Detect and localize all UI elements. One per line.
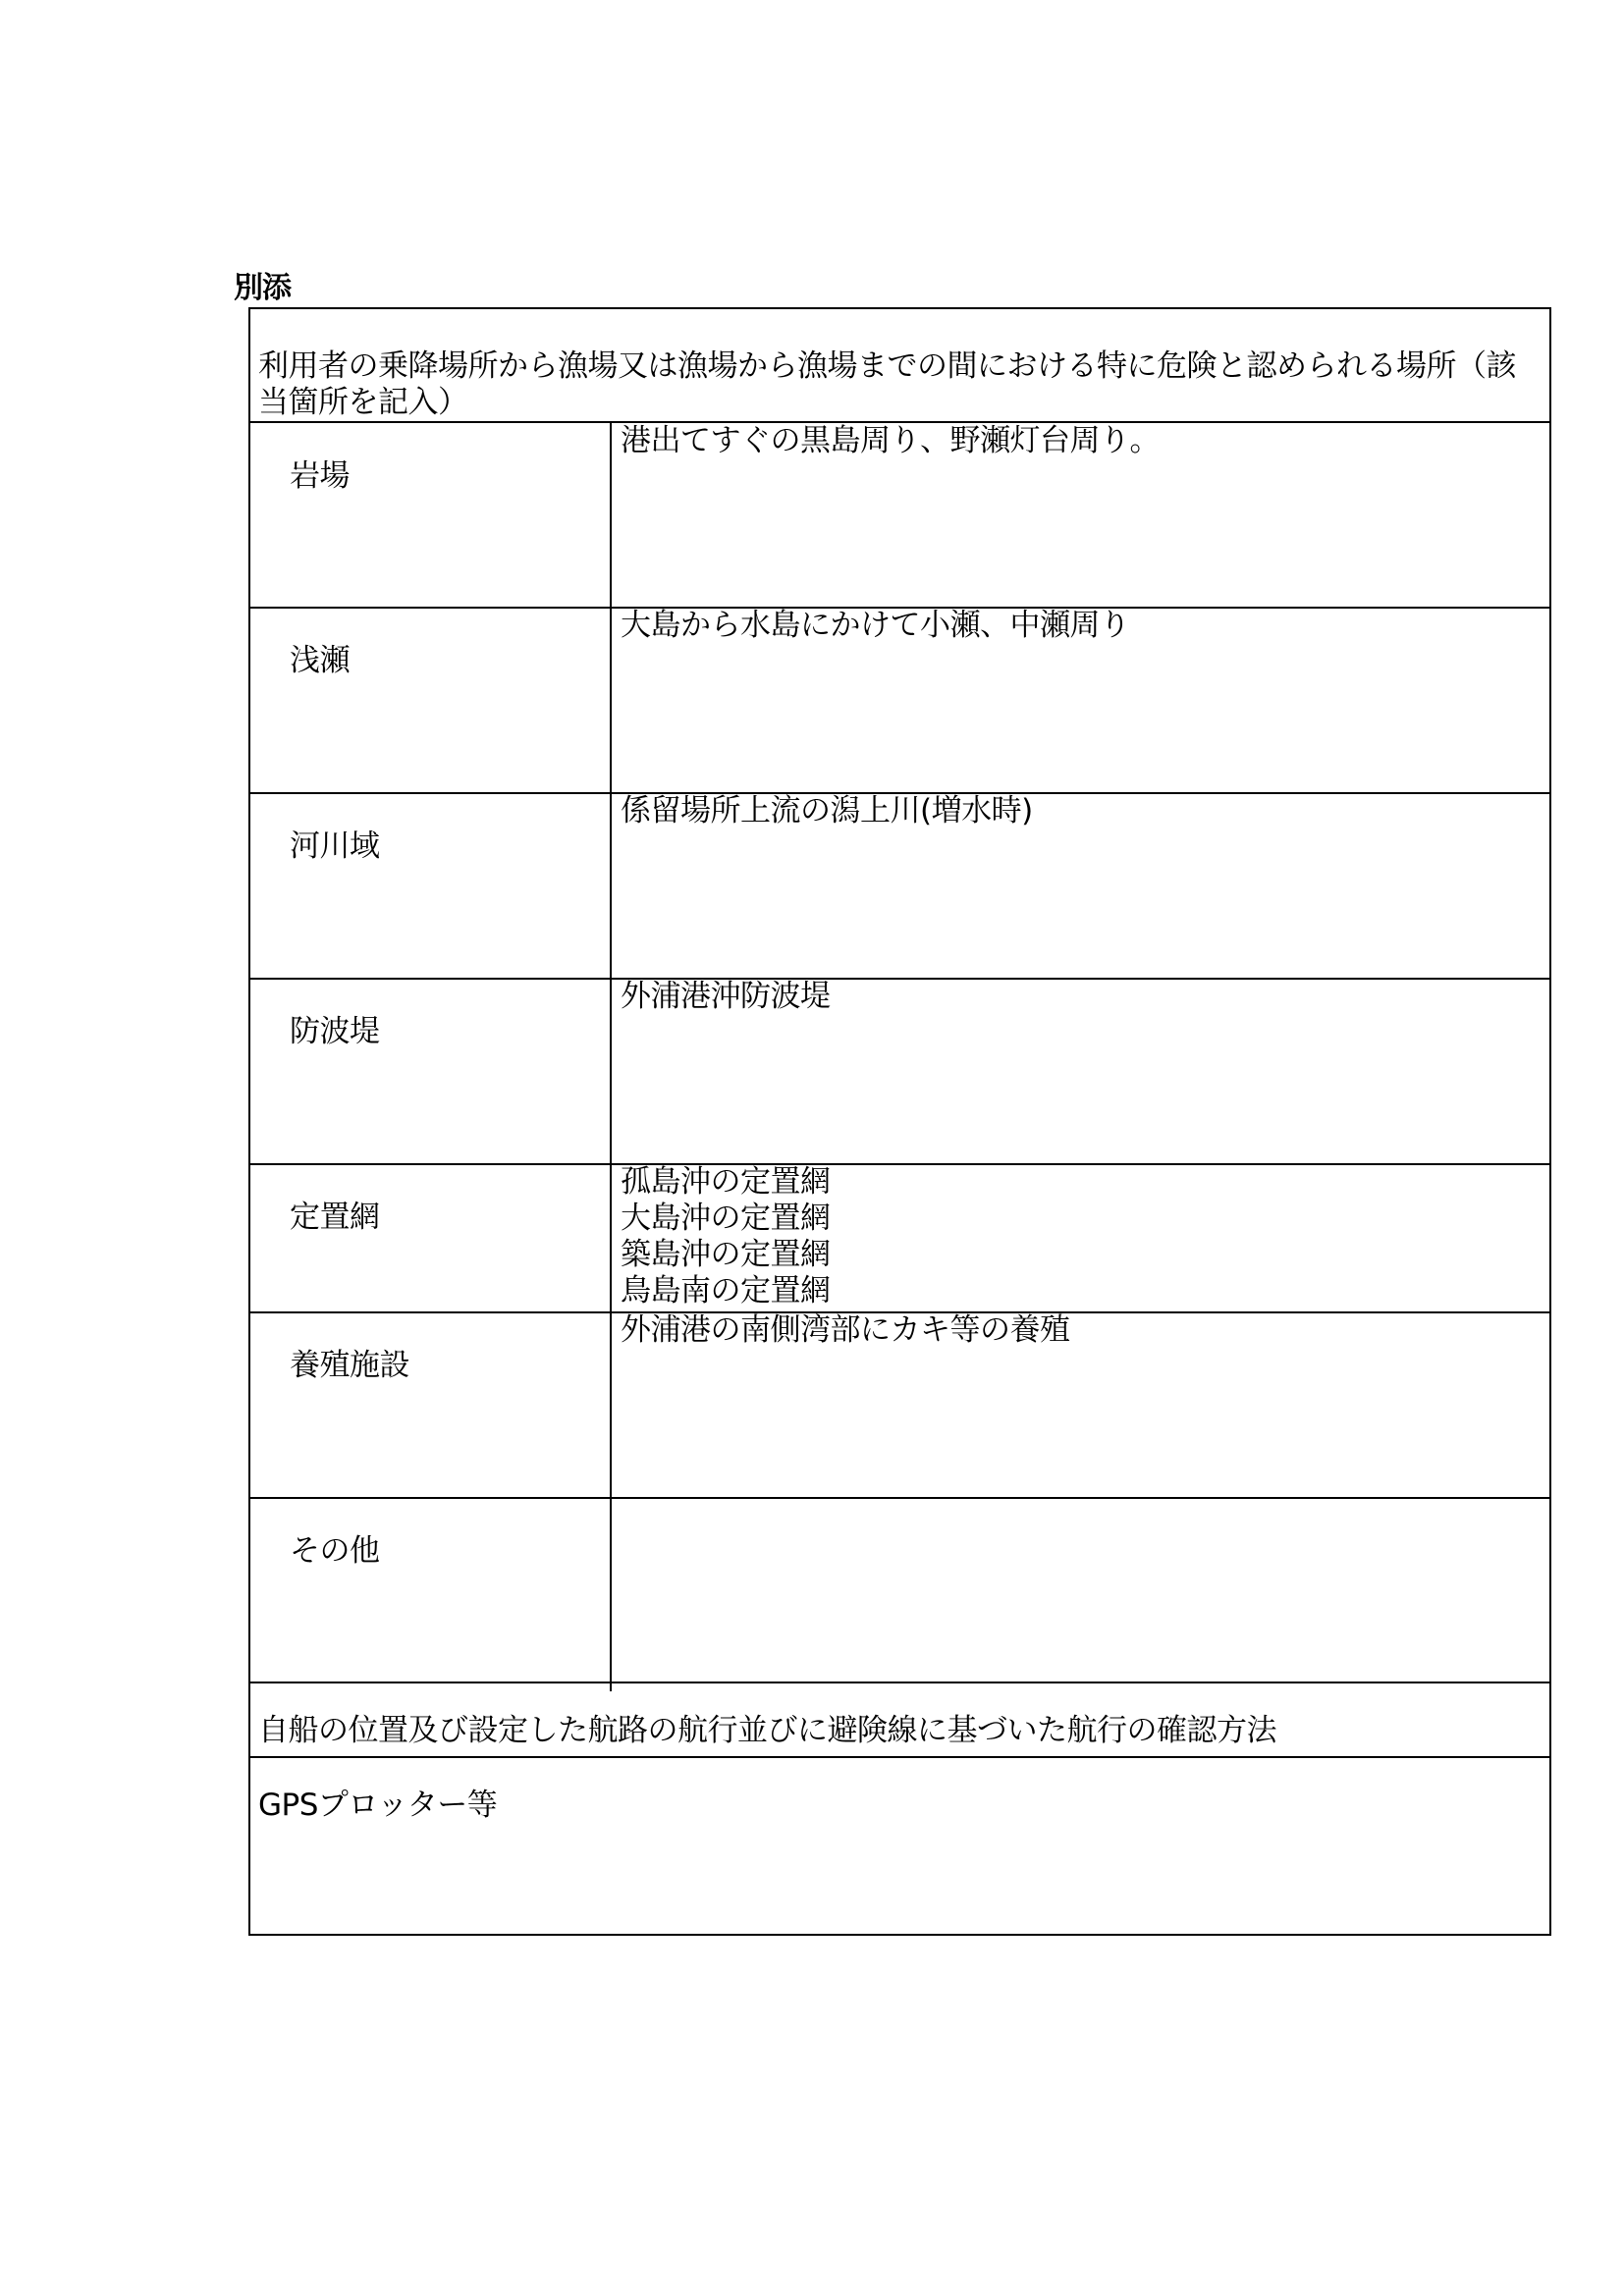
section2-question: 自船の位置及び設定した航路の航行並びに避険線に基づいた航行の確認方法 [258,1713,1276,1748]
hazard-detail-line: 大島から水島にかけて小瀬、中瀬周り [621,608,1130,643]
hazard-category-label: 岩場 [290,458,350,494]
hazard-category-label: その他 [290,1533,380,1569]
hazard-detail [621,1312,1070,1349]
section2-answer: GPSプロッター等 [258,1788,498,1823]
hazard-detail-line: 係留場所上流の潟上川(増水時) [621,793,1033,828]
hazard-form-table [248,307,1551,1936]
hazard-detail-line: 港出てすぐの黒島周り、野瀬灯台周り。 [621,423,1160,458]
hazard-detail [621,608,1130,644]
hazard-category-label: 河川域 [290,828,380,864]
hazard-detail-line: 大島沖の定置網 [621,1201,831,1236]
row-divider [250,978,1549,980]
hazard-detail-line: 築島沖の定置網 [621,1237,831,1272]
hazard-detail-line: 孤島沖の定置網 [621,1164,831,1200]
row-divider [250,1756,1549,1758]
hazard-detail [621,793,1033,829]
hazard-detail-line: 外浦港沖防波堤 [621,979,831,1014]
row-divider [250,1497,1549,1499]
row-divider [250,1163,1549,1165]
hazard-detail [621,1164,831,1309]
hazard-detail-line: 外浦港の南側湾部にカキ等の養殖 [621,1312,1070,1348]
hazard-detail [621,979,831,1015]
hazard-detail-line: 鳥島南の定置網 [621,1273,831,1308]
hazard-category-label: 防波堤 [290,1014,380,1049]
hazard-category-label: 定置網 [290,1200,380,1235]
row-divider [250,1682,1549,1683]
hazard-category-label: 浅瀬 [290,643,350,678]
hazard-category-label: 養殖施設 [290,1348,409,1383]
hazard-detail [621,423,1160,459]
attachment-label: 別添 [234,271,291,305]
column-divider [610,421,612,1691]
section1-question: 利用者の乗降場所から漁場又は漁場から漁場までの間における特に危険と認められる場所（該当箇所を記入） [258,348,1516,420]
